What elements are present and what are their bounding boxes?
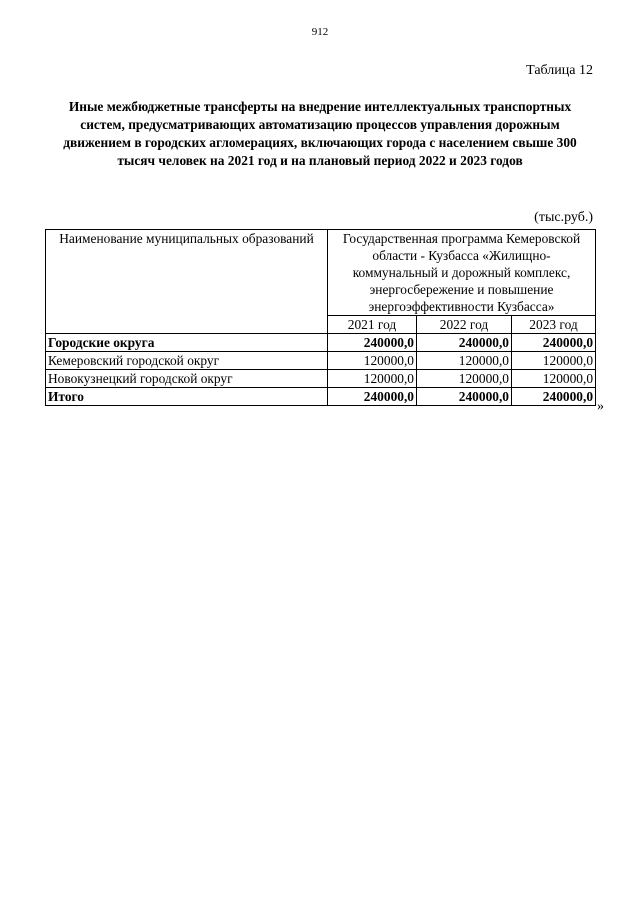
- row-name: Итого: [46, 388, 328, 406]
- row-value-2022: 120000,0: [417, 370, 512, 388]
- row-value-2022: 120000,0: [417, 352, 512, 370]
- header-municipality: Наименование муниципальных образований: [46, 230, 328, 334]
- table-label: Таблица 12: [526, 63, 593, 78]
- header-year-2023: 2023 год: [512, 316, 596, 334]
- transfers-table: [45, 229, 596, 406]
- header-row: [46, 230, 596, 316]
- row-name: Городские округа: [46, 334, 328, 352]
- closing-quote: »: [597, 399, 604, 414]
- row-value-2023: 240000,0: [512, 388, 596, 406]
- row-name: Новокузнецкий городской округ: [46, 370, 328, 388]
- row-value-2021: 120000,0: [328, 370, 417, 388]
- header-year-2021: 2021 год: [328, 316, 417, 334]
- row-value-2021: 120000,0: [328, 352, 417, 370]
- row-value-2023: 240000,0: [512, 334, 596, 352]
- title-line: систем, предусматривающих автоматизацию процессов управления дорожным: [80, 117, 560, 132]
- program-line: коммунальный и дорожный комплекс,: [352, 265, 571, 280]
- table-row: [46, 334, 596, 352]
- table-row: [46, 352, 596, 370]
- document-title: [42, 98, 598, 170]
- row-value-2021: 240000,0: [328, 388, 417, 406]
- row-value-2021: 240000,0: [328, 334, 417, 352]
- program-line: энергосбережение и повышение: [369, 282, 554, 297]
- program-line: области - Кузбасса «Жилищно-: [372, 248, 551, 263]
- title-line: движением в городских агломерациях, включающих города с населением свыше 300: [63, 135, 577, 150]
- row-value-2022: 240000,0: [417, 388, 512, 406]
- row-name: Кемеровский городской округ: [46, 352, 328, 370]
- row-value-2023: 120000,0: [512, 370, 596, 388]
- program-line: энергоэффективности Кузбасса»: [368, 299, 555, 314]
- units-label: (тыс.руб.): [534, 210, 593, 225]
- page-number: 912: [311, 26, 329, 38]
- header-year-2022: 2022 год: [417, 316, 512, 334]
- program-line: Государственная программа Кемеровской: [342, 231, 581, 246]
- title-line: Иные межбюджетные трансферты на внедрение интеллектуальных транспортных: [68, 99, 572, 114]
- table-row: [46, 370, 596, 388]
- row-value-2023: 120000,0: [512, 352, 596, 370]
- table-row-total: [46, 388, 596, 406]
- header-program: [328, 230, 596, 316]
- title-line: тысяч человек на 2021 год и на плановый период 2022 и 2023 годов: [117, 153, 523, 168]
- row-value-2022: 240000,0: [417, 334, 512, 352]
